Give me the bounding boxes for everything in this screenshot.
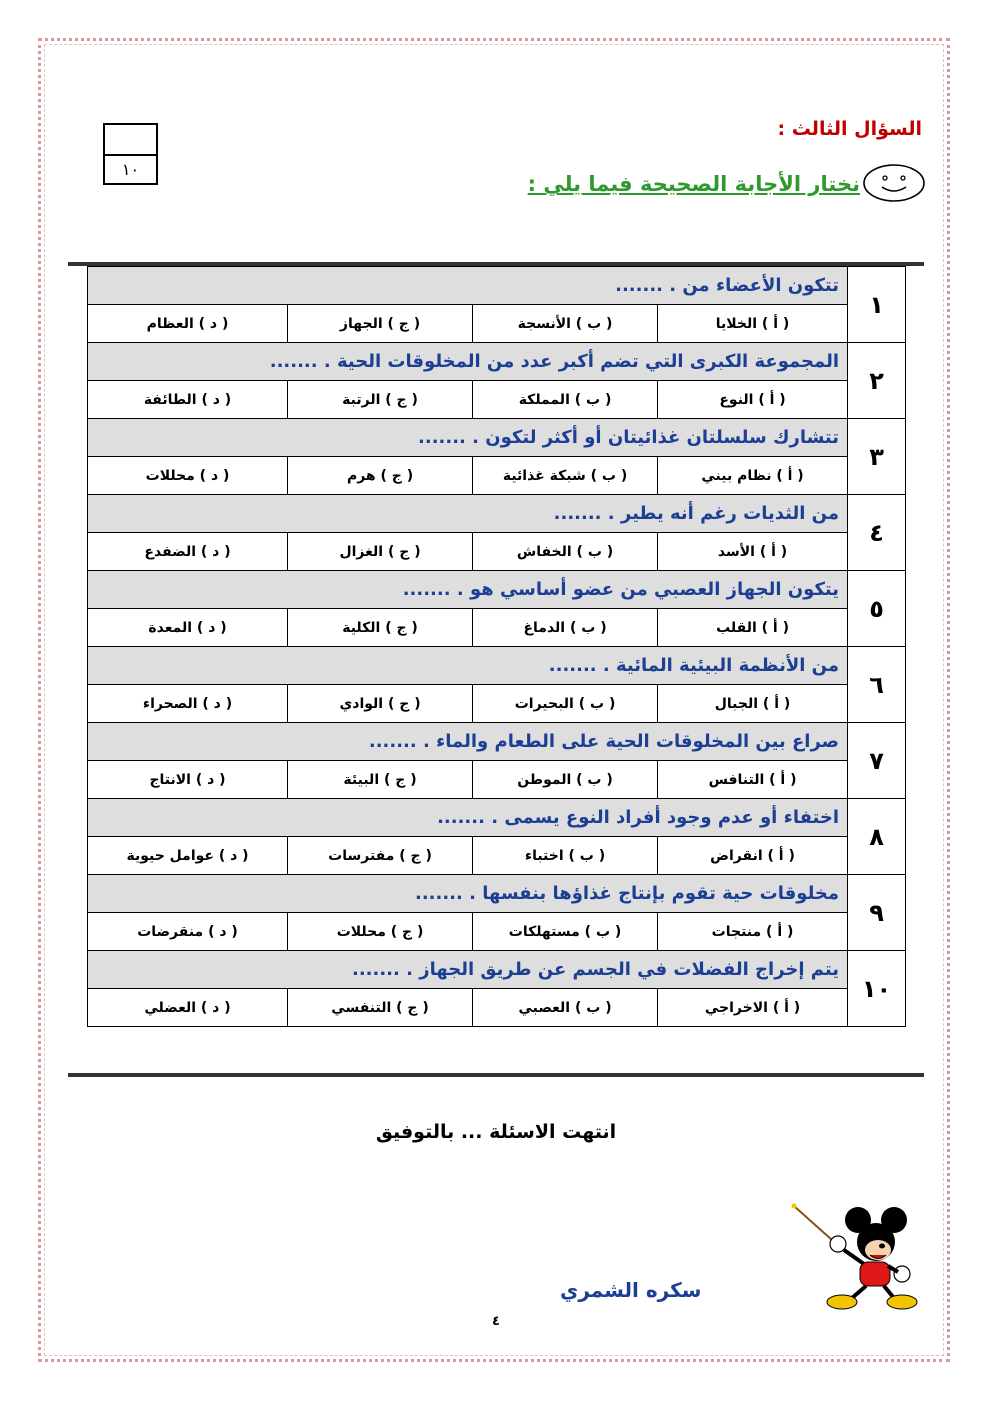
question-title: السؤال الثالث :	[777, 118, 922, 140]
question-number: ٨	[848, 799, 906, 875]
question-text: يتم إخراج الفضلات في الجسم عن طريق الجهاز . .......	[88, 951, 848, 989]
answer-option[interactable]: ( أ ) نظام بيني	[658, 457, 848, 495]
answer-option[interactable]: ( أ ) التنافس	[658, 761, 848, 799]
question-number: ٦	[848, 647, 906, 723]
options-row	[88, 837, 906, 875]
answer-option[interactable]: ( أ ) الخلايا	[658, 305, 848, 343]
answer-option[interactable]: ( د ) محللات	[88, 457, 288, 495]
closing-text: انتهت الاسئلة ... بالتوفيق	[375, 1121, 617, 1143]
answer-option[interactable]: ( ج ) التنفسي	[288, 989, 473, 1027]
answer-option[interactable]: ( د ) المعدة	[88, 609, 288, 647]
question-row	[88, 267, 906, 305]
question-row	[88, 495, 906, 533]
answer-option[interactable]: ( أ ) انقراض	[658, 837, 848, 875]
options-row	[88, 761, 906, 799]
answer-option[interactable]: ( ب ) البحيرات	[473, 685, 658, 723]
question-number: ١	[848, 267, 906, 343]
answer-option[interactable]: ( أ ) القلب	[658, 609, 848, 647]
answer-option[interactable]: ( ج ) الغزال	[288, 533, 473, 571]
question-text: المجموعة الكبرى التي تضم أكبر عدد من المخلوقات الحية . .......	[88, 343, 848, 381]
answer-option[interactable]: ( أ ) منتجات	[658, 913, 848, 951]
question-text: يتكون الجهاز العصبي من عضو أساسي هو . .......	[88, 571, 848, 609]
question-number: ٥	[848, 571, 906, 647]
question-row	[88, 799, 906, 837]
question-number: ١٠	[848, 951, 906, 1027]
author-signature: سكره الشمري	[560, 1278, 702, 1302]
score-box	[103, 123, 158, 185]
question-text: تتكون الأعضاء من . .......	[88, 267, 848, 305]
mickey-mouse-illustration	[790, 1200, 920, 1312]
question-table	[87, 266, 906, 1027]
answer-option[interactable]: ( ب ) شبكة غذائية	[473, 457, 658, 495]
answer-option[interactable]: ( ج ) الكلية	[288, 609, 473, 647]
options-row	[88, 913, 906, 951]
question-row	[88, 723, 906, 761]
instruction-text: نختار الأجابة الصحيحة فيما يلي :	[527, 172, 860, 196]
page-number: ٤	[492, 1314, 500, 1329]
question-text: من الأنظمة البيئية المائية . .......	[88, 647, 848, 685]
question-text: مخلوقات حية تقوم بإنتاج غذاؤها بنفسها . .......	[88, 875, 848, 913]
smiley-face-icon	[862, 163, 926, 203]
options-row	[88, 609, 906, 647]
options-row	[88, 989, 906, 1027]
question-text: من الثديات رغم أنه يطير . .......	[88, 495, 848, 533]
answer-option[interactable]: ( ب ) الدماغ	[473, 609, 658, 647]
question-number: ٢	[848, 343, 906, 419]
score-total: ١٠	[121, 160, 140, 179]
answer-option[interactable]: ( ب ) اختباء	[473, 837, 658, 875]
answer-option[interactable]: ( ج ) محللات	[288, 913, 473, 951]
answer-option[interactable]: ( أ ) الأسد	[658, 533, 848, 571]
answer-option[interactable]: ( د ) الطائفة	[88, 381, 288, 419]
answer-option[interactable]: ( ج ) هرم	[288, 457, 473, 495]
question-number: ٩	[848, 875, 906, 951]
answer-option[interactable]: ( ب ) الأنسجة	[473, 305, 658, 343]
answer-option[interactable]: ( أ ) الاخراجي	[658, 989, 848, 1027]
answer-option[interactable]: ( د ) العظام	[88, 305, 288, 343]
question-row	[88, 875, 906, 913]
answer-option[interactable]: ( د ) الانتاج	[88, 761, 288, 799]
answer-option[interactable]: ( ج ) البيئة	[288, 761, 473, 799]
answer-option[interactable]: ( د ) الصحراء	[88, 685, 288, 723]
answer-option[interactable]: ( ب ) مستهلكات	[473, 913, 658, 951]
answer-option[interactable]: ( ج ) الوادي	[288, 685, 473, 723]
answer-option[interactable]: ( ج ) الجهاز	[288, 305, 473, 343]
answer-option[interactable]: ( د ) العضلي	[88, 989, 288, 1027]
question-row	[88, 571, 906, 609]
question-text: اختفاء أو عدم وجود أفراد النوع يسمى . .......	[88, 799, 848, 837]
answer-option[interactable]: ( ج ) مفترسات	[288, 837, 473, 875]
answer-option[interactable]: ( ب ) المملكة	[473, 381, 658, 419]
question-row	[88, 419, 906, 457]
options-row	[88, 533, 906, 571]
answer-option[interactable]: ( د ) عوامل حيوية	[88, 837, 288, 875]
answer-option[interactable]: ( ج ) الرتبة	[288, 381, 473, 419]
options-row	[88, 305, 906, 343]
question-number: ٣	[848, 419, 906, 495]
answer-option[interactable]: ( ب ) الموطن	[473, 761, 658, 799]
score-blank	[105, 125, 156, 156]
question-text: صراع بين المخلوقات الحية على الطعام والماء . .......	[88, 723, 848, 761]
question-text: تتشارك سلسلتان غذائيتان أو أكثر لتكون . .......	[88, 419, 848, 457]
question-row	[88, 647, 906, 685]
answer-option[interactable]: ( أ ) الجبال	[658, 685, 848, 723]
options-row	[88, 685, 906, 723]
answer-option[interactable]: ( ب ) الخفاش	[473, 533, 658, 571]
question-row	[88, 343, 906, 381]
options-row	[88, 381, 906, 419]
answer-option[interactable]: ( ب ) العصبي	[473, 989, 658, 1027]
question-number: ٤	[848, 495, 906, 571]
question-number: ٧	[848, 723, 906, 799]
question-row	[88, 951, 906, 989]
answer-option[interactable]: ( د ) منقرضات	[88, 913, 288, 951]
options-row	[88, 457, 906, 495]
bottom-divider	[68, 1073, 924, 1077]
answer-option[interactable]: ( أ ) النوع	[658, 381, 848, 419]
answer-option[interactable]: ( د ) الضفدع	[88, 533, 288, 571]
